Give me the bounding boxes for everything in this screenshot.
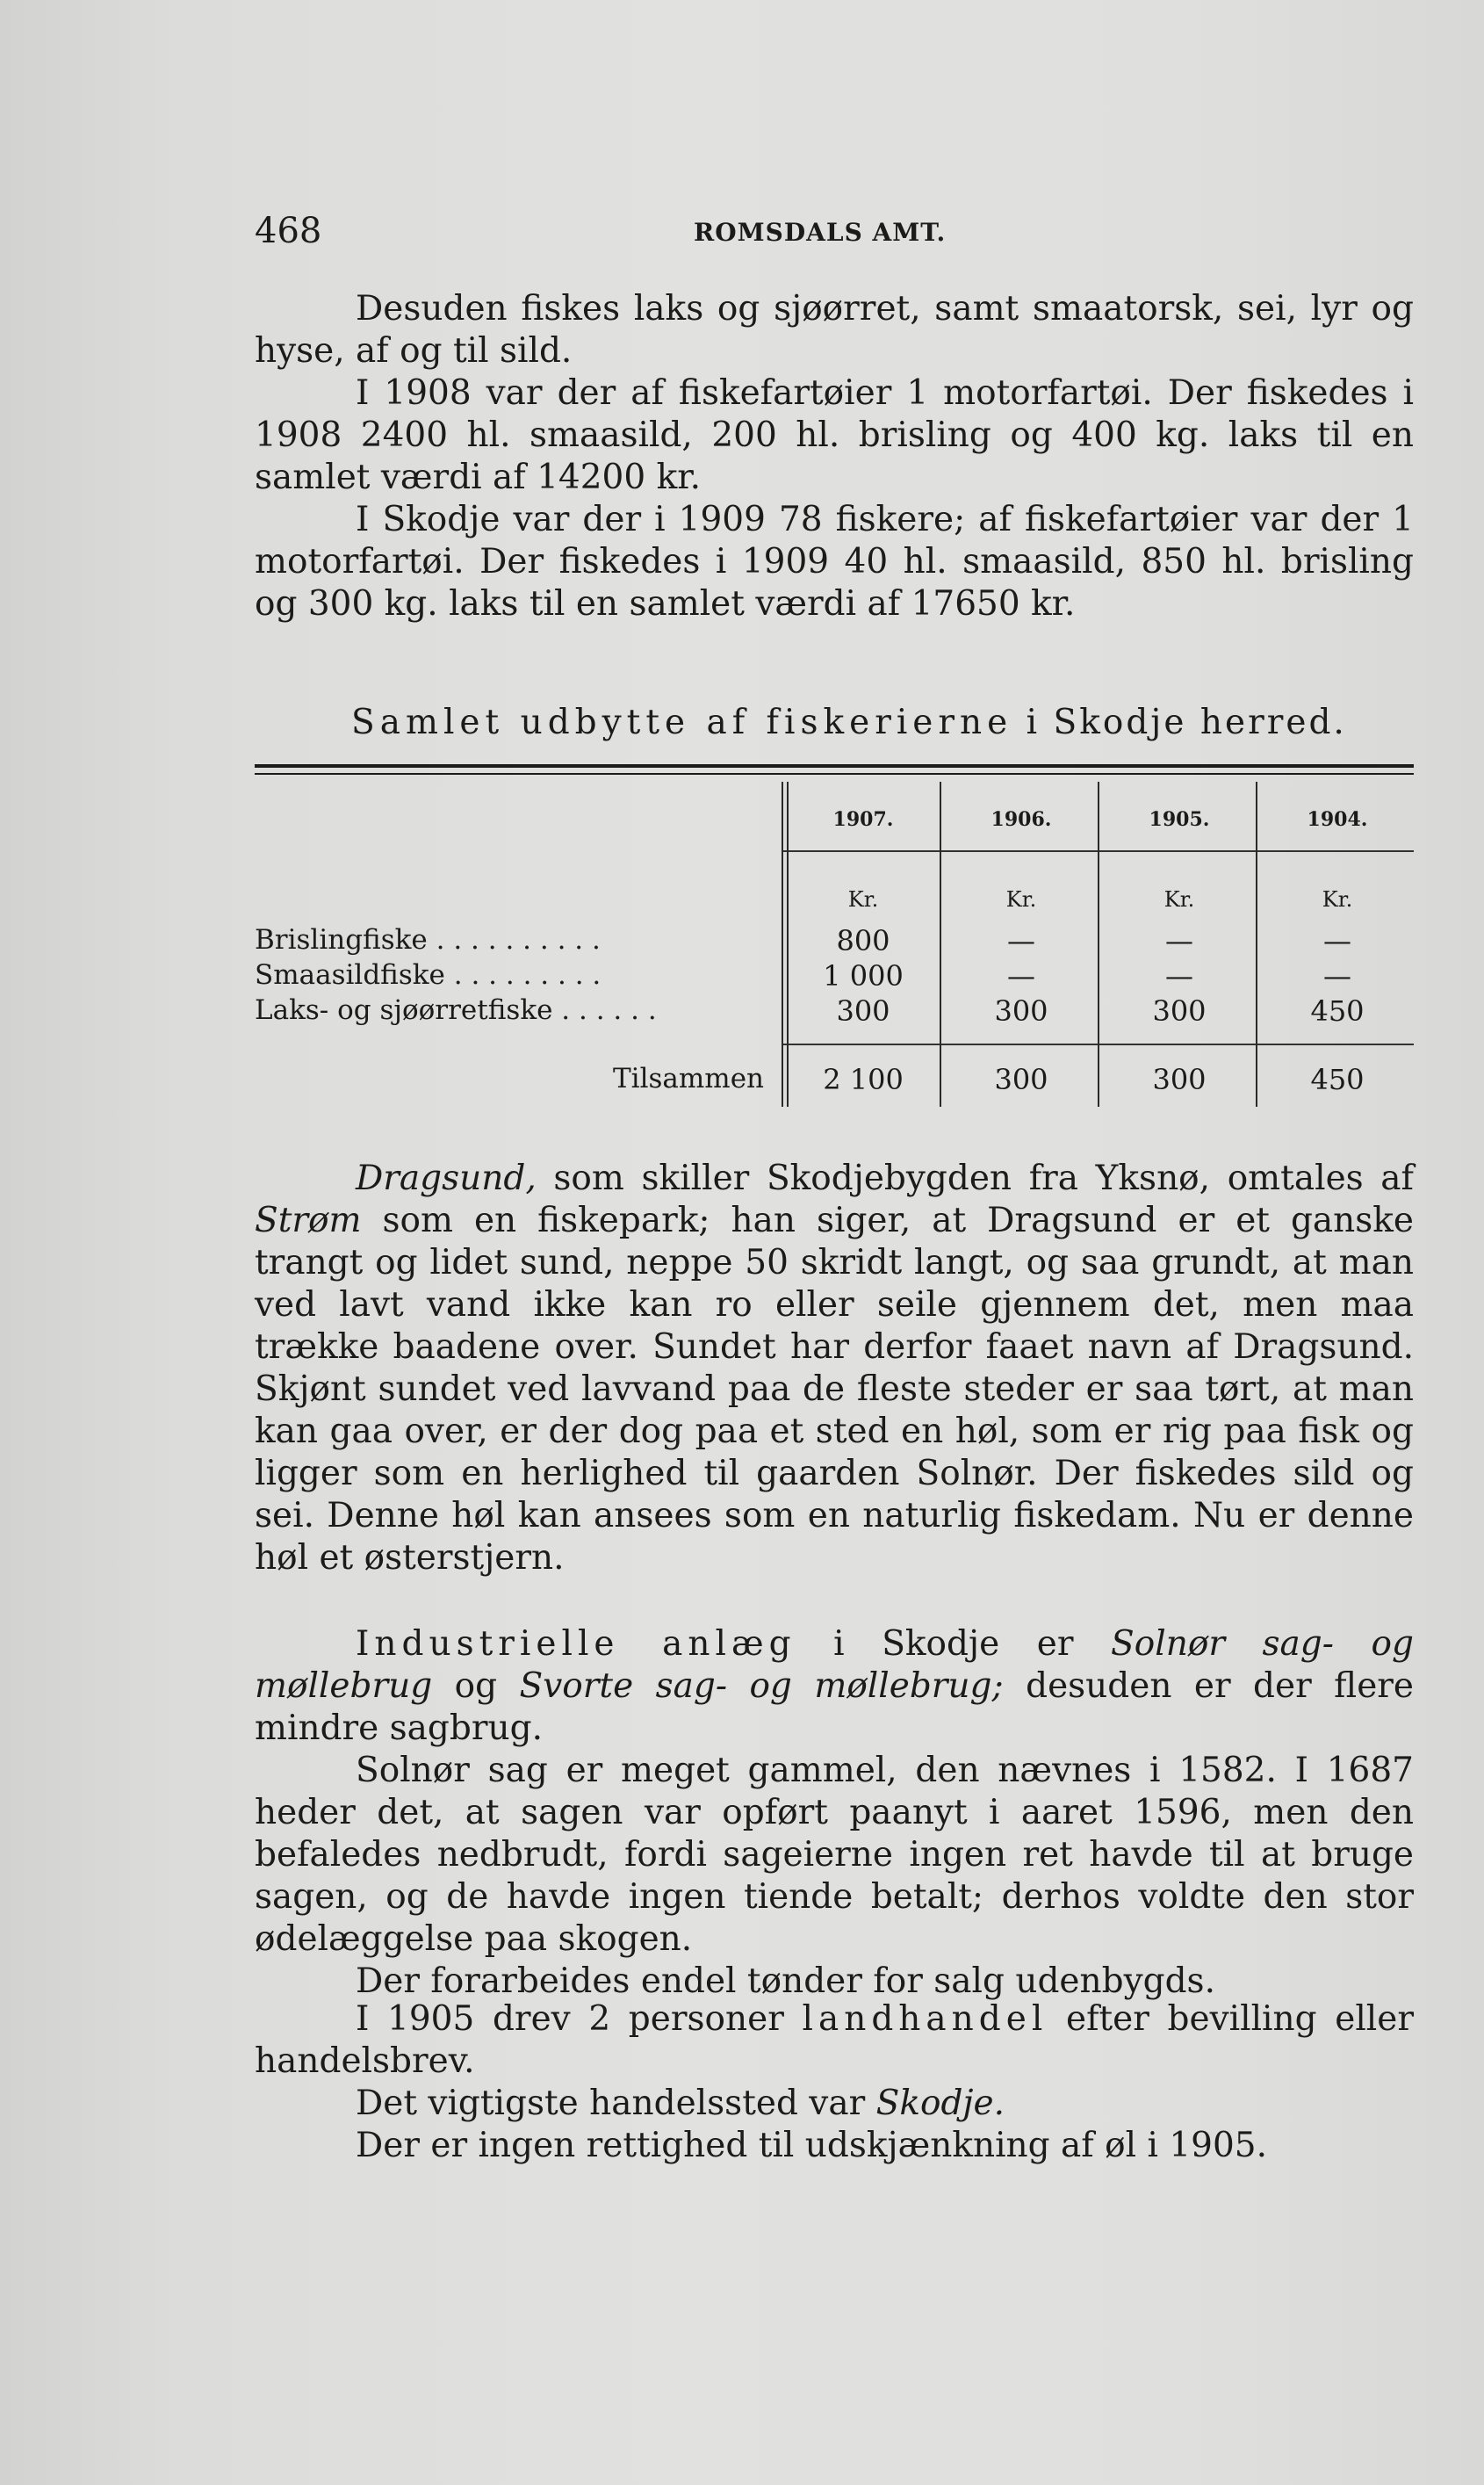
industry-mill-solnor: Solnør sag- og møllebrug [255, 1624, 1414, 1706]
page-number: 468 [255, 211, 322, 251]
trade-place: Skodje. [875, 2084, 1005, 2123]
table-cell: 300 [836, 994, 890, 1028]
running-head: ROMSDALS AMT. [694, 218, 947, 247]
industry-paragraph-1 [255, 1623, 1414, 1750]
row-label-laks-og-sjoorretfiske: Laks- og sjøørretfiske . . . . . . [255, 994, 657, 1026]
trade-section [255, 1998, 1414, 2167]
trade-text: I 1905 drev 2 personer [356, 1999, 803, 2039]
dragsund-text: som en fiskepark; han siger, at Dragsund er et ganske trangt og lidet sund, neppe 50 skridt langt, og saa grundt, at man ved lavt vand ikke kan ro eller seile gjennem det, men maa trække baadene over. Sundet har derfor faaet navn af Dragsund. Skjønt sundet ved lavvand paa de fleste steder er saa tørt, at man kan gaa over, er der dog paa et sted en høl, som er rig paa fisk og ligger som en herlighed til gaarden Solnør. Der fiskedes sild og sei. Denne høl kan ansees som en naturlig fiskedam. Nu er denne høl et østerstjern. [255, 1201, 1414, 1578]
table-title-spaced: Samlet udbytte af fiskerierne [351, 703, 1013, 742]
industry-term: Industrielle anlæg [356, 1624, 796, 1664]
trade-text: efter bevilling eller handelsbrev. [255, 1999, 1415, 2081]
table-cell: 450 [1310, 994, 1365, 1028]
table-cell: 800 [836, 924, 890, 957]
table-cell: — [1323, 924, 1351, 957]
total-cell: 300 [994, 1063, 1048, 1096]
table-cell: — [1165, 924, 1193, 957]
row-label-brislingfiske: Brislingfiske . . . . . . . . . . [255, 924, 601, 956]
table-title-rest: i Skodje herred. [1026, 703, 1347, 742]
total-cell: 450 [1310, 1063, 1365, 1096]
table-divider [1256, 782, 1257, 1107]
row-label-smaasildfiske: Smaasildfiske . . . . . . . . . [255, 959, 602, 991]
total-row-label: Tilsammen [613, 1063, 764, 1094]
trade-paragraph-1 [255, 1998, 1414, 2083]
table-cell: — [1007, 959, 1035, 993]
table-cell: 1 000 [823, 959, 904, 993]
industry-text: og [432, 1666, 520, 1706]
column-unit: Kr. [1322, 887, 1353, 912]
fishery-yield-table [255, 764, 1414, 1107]
total-cell: 300 [1152, 1063, 1207, 1096]
table-cell: — [1165, 959, 1193, 993]
dragsund-term: Dragsund, [356, 1159, 537, 1198]
industry-paragraph-3: Der forarbeides endel tønder for salg udenbygds. [356, 1961, 1215, 2001]
table-divider [940, 782, 941, 1107]
intro-section [255, 288, 1414, 625]
column-header-1907: 1907. [832, 808, 894, 831]
table-cell: 300 [1152, 994, 1207, 1028]
industry-mill-svorte: Svorte sag- og møllebrug; [519, 1666, 1004, 1706]
column-unit: Kr. [1005, 887, 1037, 912]
intro-paragraph-2: I 1908 var der af fiskefartøier 1 motorfartøi. Der fiskedes i 1908 2400 hl. smaasild, 200 hl. brisling og 400 kg. laks til en samlet værdi af 14200 kr. [255, 373, 1414, 497]
table-cell: 300 [994, 994, 1048, 1028]
column-header-1904: 1904. [1307, 808, 1368, 831]
dragsund-section [255, 1158, 1414, 1579]
industry-paragraph-2: Solnør sag er meget gammel, den nævnes i 1582. I 1687 heder det, at sagen var opført paanyt i aaret 1596, men den befaledes nedbrudt, fordi sageierne ingen ret havde til at bruge sagen, og de havde ingen tiende betalt; derhos voldte den stor ødelæggelse paa skogen. [255, 1751, 1414, 1959]
trade-paragraph-3: Der er ingen rettighed til udskjænkning af øl i 1905. [356, 2126, 1267, 2165]
trade-term: landhandel [802, 1999, 1048, 2039]
column-unit: Kr. [1163, 887, 1195, 912]
intro-paragraph-3: I Skodje var der i 1909 78 fiskere; af fiskefartøier var der 1 motorfartøi. Der fiskedes i 1909 40 hl. smaasild, 850 hl. brisling og 300 kg. laks til en samlet værdi af 17650 kr. [255, 500, 1414, 624]
dragsund-text: som skiller Skodjebygden fra Yksnø, omtales af [536, 1159, 1414, 1198]
table-cell: — [1323, 959, 1351, 993]
dragsund-paragraph [255, 1158, 1414, 1579]
column-header-1905: 1905. [1149, 808, 1210, 831]
table-rule [255, 764, 1414, 768]
total-cell: 2 100 [823, 1063, 904, 1096]
industry-section [255, 1623, 1414, 2003]
table-divider [782, 782, 783, 1107]
column-unit: Kr. [847, 887, 879, 912]
industry-text: desuden er der flere mindre sagbrug. [255, 1666, 1414, 1748]
table-title [351, 703, 1347, 742]
strom-reference: Strøm [255, 1201, 362, 1240]
industry-text: i Skodje er [796, 1624, 1112, 1664]
table-cell: — [1007, 924, 1035, 957]
trade-text: Det vigtigste handelssted var [356, 2084, 876, 2123]
column-header-1906: 1906. [991, 808, 1052, 831]
table-rule [255, 773, 1414, 775]
table-divider [1098, 782, 1099, 1107]
intro-paragraph-1: Desuden fiskes laks og sjøørret, samt smaatorsk, sei, lyr og hyse, af og til sild. [255, 289, 1414, 371]
page-header [255, 211, 1414, 255]
trade-paragraph-2 [255, 2083, 1414, 2125]
